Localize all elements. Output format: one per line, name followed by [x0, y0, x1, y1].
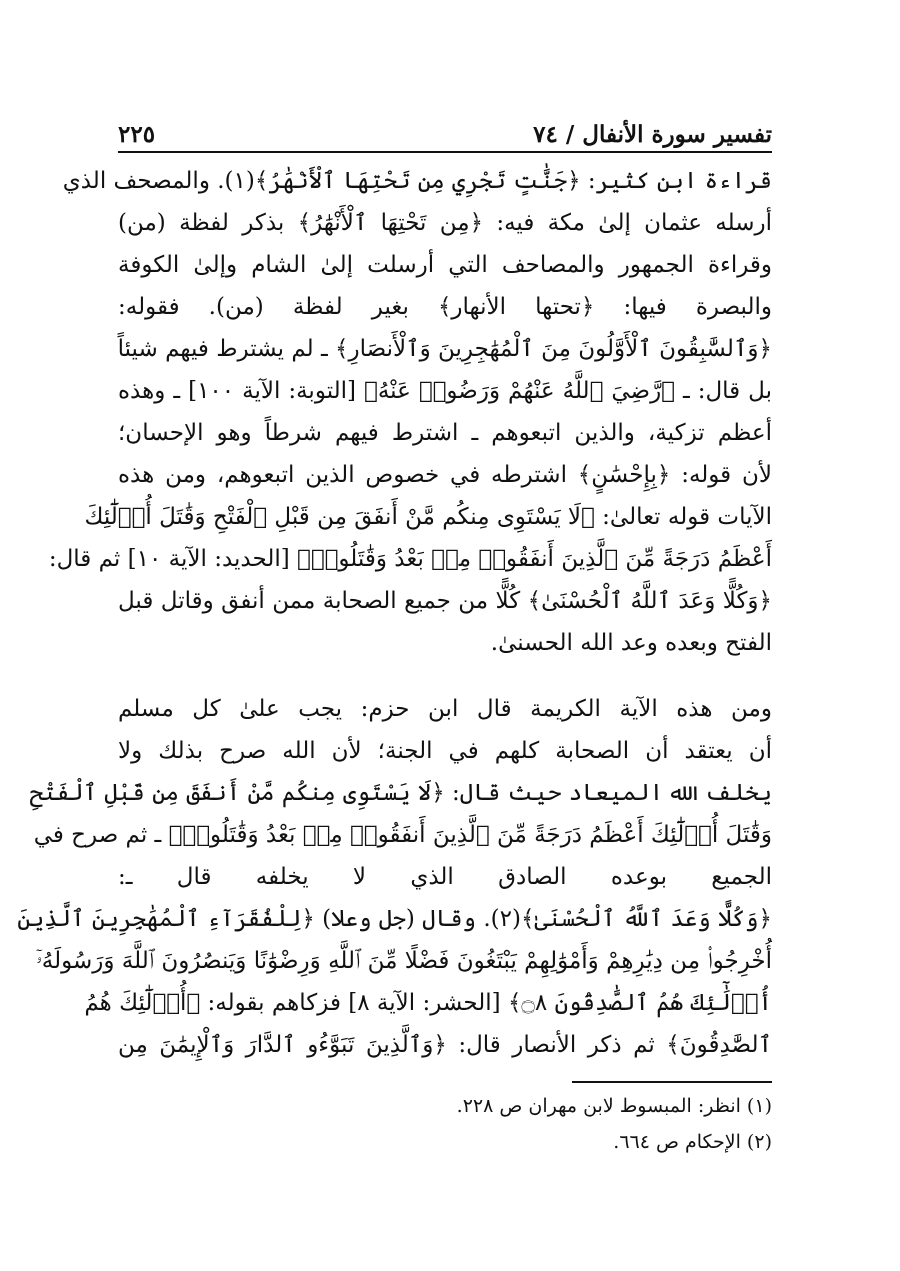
text-line: ٱلصَّٰدِقُونَ﴾ ثم ذكر الأنصار قال: ﴿وَٱلَّذِينَ تَبَوَّءُو ٱلدَّارَ وَٱلْإِيمَٰنَ مِن [118, 1032, 772, 1058]
footnote-rule [572, 1081, 772, 1083]
header-rule [118, 151, 772, 153]
text-line: الآيات قوله تعالىٰ: ﴿لَا يَسْتَوِى مِنكُم مَّنْ أَنفَقَ مِن قَبْلِ ٱلْفَتْحِ وَقَٰتَلَ أُو۟لَٰٓئِكَ [84, 504, 772, 530]
text-line: أعظم تزكية، والذين اتبعوهم ـ اشترط فيهم شرطاً وهو الإحسان؛ [118, 420, 772, 446]
text-line: أرسله عثمان إلىٰ مكة فيه: ﴿مِن تَحْتِهَا ٱلْأَنْهَٰرُ﴾ بذكر لفظة (من) [118, 210, 772, 236]
paragraph-gap [118, 664, 772, 688]
text-line: أَعْظَمُ دَرَجَةً مِّنَ ٱلَّذِينَ أَنفَقُوا۟ مِنۢ بَعْدُ وَقَٰتَلُوا۟﴾ [الحديد: الآية ١٠] ثم قال: [48, 546, 772, 572]
footnote: (٢) الإحكام ص ٦٦٤. [613, 1131, 772, 1153]
text-line: يخلف الله الميعاد حيث قال: ﴿لَا يَسْتَوِى مِنكُم مَّنْ أَنفَقَ مِن قَبْلِ ٱلْفَتْحِ [29, 780, 772, 806]
text-line: ﴿وَٱلسَّٰبِقُونَ ٱلْأَوَّلُونَ مِنَ ٱلْمُهَٰجِرِينَ وَٱلْأَنصَارِ﴾ ـ لم يشترط فيهم شيئاً [117, 336, 772, 362]
text-line: والبصرة فيها: ﴿تحتها الأنهار﴾ بغير لفظة (من). فقوله: [118, 294, 772, 320]
text-line: وقراءة الجمهور والمصاحف التي أرسلت إلىٰ الشام وإلىٰ الكوفة [118, 252, 772, 278]
text-line: أُو۟لَٰٓئِكَ هُمُ ٱلصَّٰدِقُونَ ۝٨﴾ [الحشر: الآية ٨] فزكاهم بقوله: ﴿أُو۟لَٰٓئِكَ هُمُ [84, 990, 772, 1016]
text-line: ﴿وَكُلًّا وَعَدَ ٱللَّهُ ٱلْحُسْنَىٰ﴾ كُلًّا من جميع الصحابة ممن أنفق وقاتل قبل [118, 588, 772, 614]
text-line: أُخْرِجُوا۟ مِن دِيَٰرِهِمْ وَأَمْوَٰلِهِمْ يَبْتَغُونَ فَضْلًا مِّنَ ٱللَّهِ وَرِضْوَٰنًا وَيَنصُرُونَ ٱللَّهَ وَرَسُولَهُۥٓ [36, 948, 772, 974]
footnote: (١) انظر: المبسوط لابن مهران ص ٢٢٨. [456, 1095, 772, 1117]
text-line: ﴿وَكُلًّا وَعَدَ ٱللَّهُ ٱلْحُسْنَىٰ﴾(٢). وقال (جل وعلا) ﴿لِلْفُقَرَآءِ ٱلْمُهَٰجِرِينَ ٱلَّذِينَ [17, 906, 772, 932]
text-line: الجميع بوعده الصادق الذي لا يخلفه قال ـ: [118, 864, 772, 890]
header-title: تفسير سورة الأنفال / ٧٤ [533, 121, 772, 148]
page-number: ٢٢٥ [118, 121, 156, 148]
text-line: ومن هذه الآية الكريمة قال ابن حزم: يجب علىٰ كل مسلم [118, 696, 772, 722]
text-line: لأن قوله: ﴿بِإِحْسَٰنٍ﴾ اشترطه في خصوص الذين اتبعوهم، ومن هذه [118, 462, 772, 488]
text-line: وَقَٰتَلَ أُو۟لَٰٓئِكَ أَعْظَمُ دَرَجَةً مِّنَ ٱلَّذِينَ أَنفَقُوا۟ مِنۢ بَعْدُ وَقَٰتَلُوا۟﴾ ـ ثم صرح في [33, 822, 772, 848]
text-line: الفتح وبعده وعد الله الحسنىٰ. [490, 630, 772, 656]
running-header [118, 104, 772, 148]
text-line: أن يعتقد أن الصحابة كلهم في الجنة؛ لأن الله صرح بذلك ولا [118, 738, 772, 764]
footnotes [118, 1088, 772, 1160]
text-line: قراءة ابن كثير: ﴿جَنَّٰتٍ تَجْرِي مِن تَحْتِهَا ٱلْأَنْهَٰرُ﴾(١). والمصحف الذي [62, 168, 772, 194]
body-text [17, 160, 772, 1066]
text-line: بل قال: ـ ﴿رَّضِيَ ٱللَّهُ عَنْهُمْ وَرَضُوا۟ عَنْهُ﴾ [التوبة: الآية ١٠٠] ـ وهذه [118, 378, 772, 404]
